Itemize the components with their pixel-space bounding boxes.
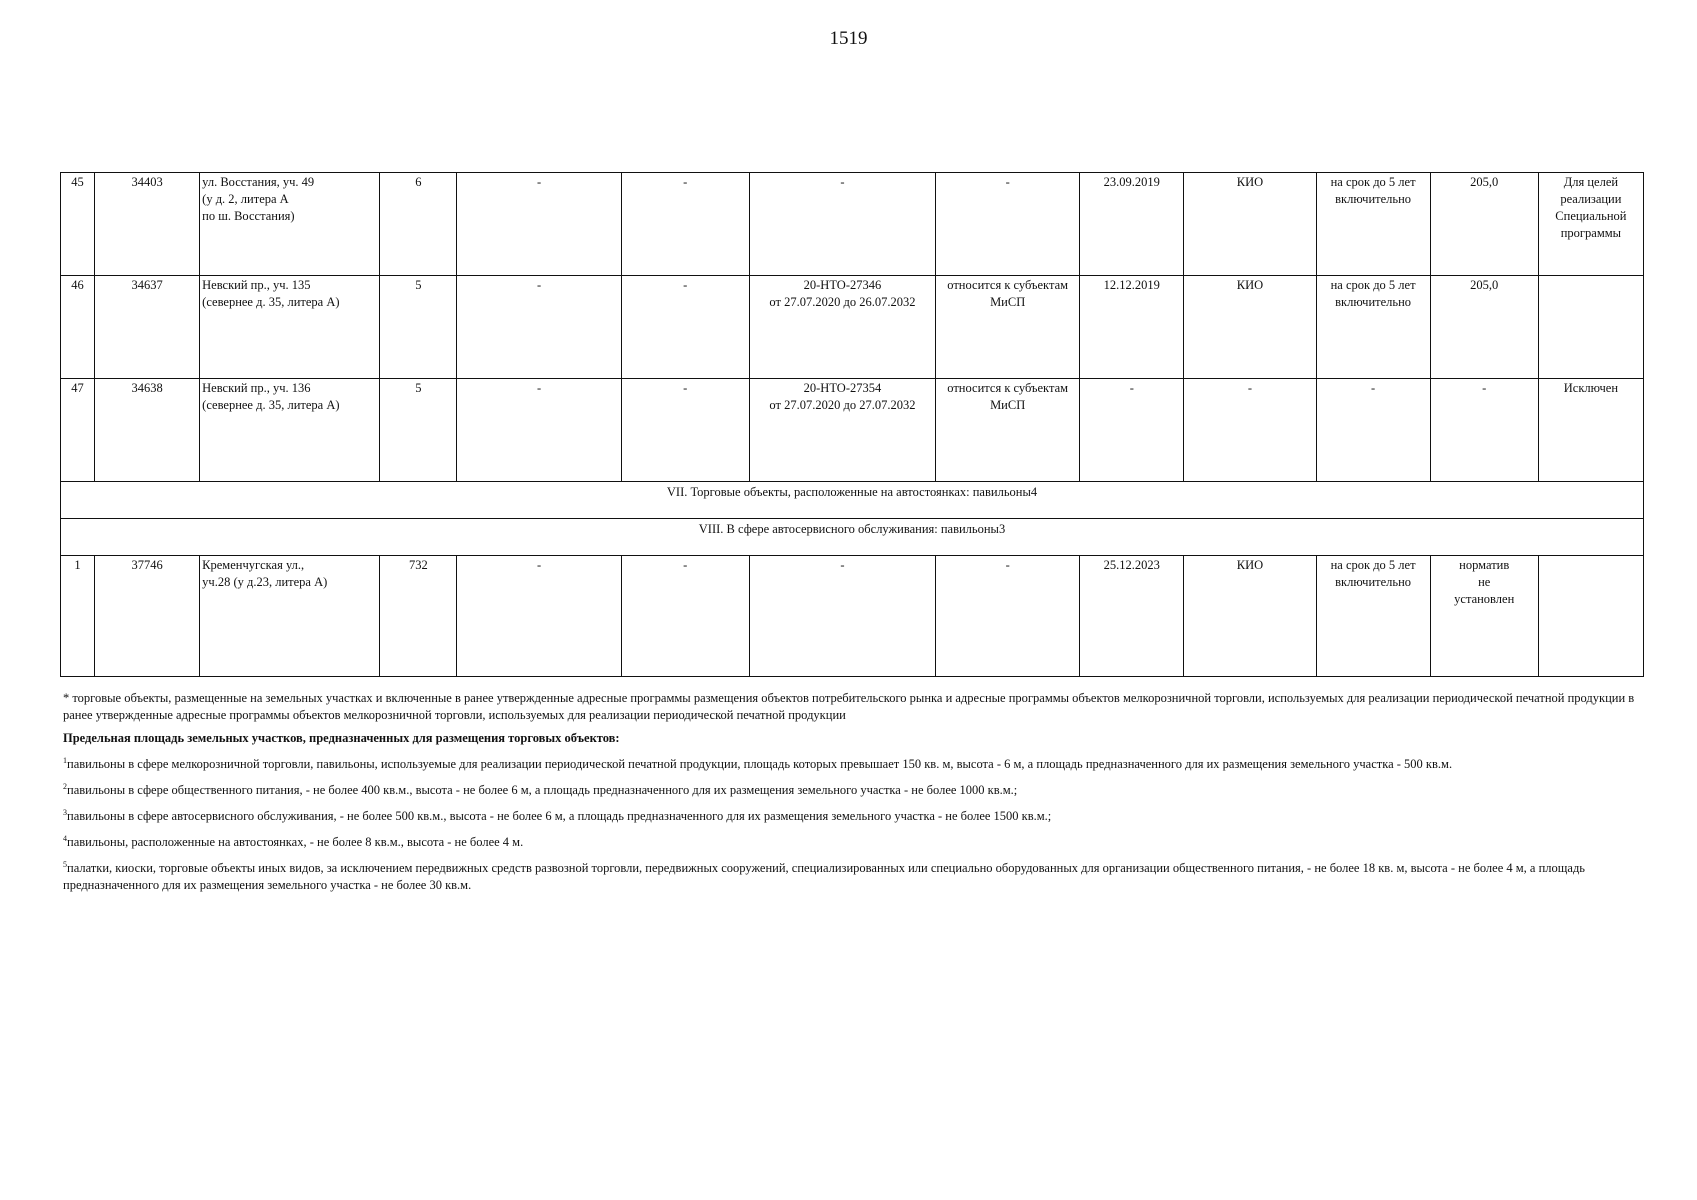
footnote-mark: 2 bbox=[63, 782, 67, 791]
section-row-viii bbox=[61, 519, 1644, 556]
cell-col5: - bbox=[457, 379, 621, 482]
cell-note bbox=[1538, 173, 1643, 276]
cell-authority: КИО bbox=[1184, 173, 1316, 276]
cell-line: - bbox=[1371, 381, 1376, 395]
cell-line: - bbox=[840, 558, 845, 572]
cell-line: МиСП bbox=[990, 295, 1026, 309]
cell-note bbox=[1538, 379, 1643, 482]
cell-note bbox=[1538, 276, 1643, 379]
cell-term bbox=[1316, 173, 1430, 276]
cell-address bbox=[200, 276, 380, 379]
cell-line: включительно bbox=[1335, 192, 1412, 206]
footnote-text: павильоны в сфере автосервисного обслуживания, - не более 500 кв.м., высота - не более 6 м, а площадь предназначенного для их размещения земельного участка - не более 1500 кв.м.; bbox=[67, 809, 1052, 823]
footnote-mark: 5 bbox=[63, 860, 67, 869]
cell-col6: - bbox=[621, 276, 749, 379]
asterisk-note: * торговые объекты, размещенные на земельных участках и включенные в ранее утвержденные адресные программы размещения объектов потребительского рынка и адресные программы объектов мелкорозничной торговли, используемых для реализации периодической печатной продукции в ранее утвержденные адресные программы объектов мелкорозничной торговли, используемых для реализации периодической печатной продукции bbox=[63, 691, 1635, 722]
cell-line: - bbox=[1482, 381, 1487, 395]
table-row bbox=[61, 173, 1644, 276]
cell-subject bbox=[936, 173, 1080, 276]
cell-line: (севернее д. 35, литера А) bbox=[202, 398, 340, 412]
cell-quantity: 6 bbox=[380, 173, 457, 276]
cell-term bbox=[1316, 556, 1430, 677]
cell-number: 45 bbox=[61, 173, 95, 276]
cell-line: на срок до 5 лет bbox=[1330, 278, 1416, 292]
cell-line: по ш. Восстания) bbox=[202, 209, 295, 223]
cell-term bbox=[1316, 276, 1430, 379]
footnote bbox=[63, 782, 1643, 799]
cell-line: 20-НТО-27354 bbox=[803, 381, 882, 395]
cell-contract bbox=[749, 276, 935, 379]
cell-date: 23.09.2019 bbox=[1080, 173, 1184, 276]
cell-code: 34638 bbox=[95, 379, 200, 482]
cell-address bbox=[200, 173, 380, 276]
cell-address bbox=[200, 379, 380, 482]
cell-line: Невский пр., уч. 136 bbox=[202, 381, 311, 395]
cell-col5: - bbox=[457, 556, 621, 677]
footnote-text: павильоны в сфере мелкорозничной торговли, павильоны, используемые для реализации периодической печатной продукции, площадь которых превышает 150 кв. м, высота - 6 м, а площадь предназначенного для их размещения земельного участка - 500 кв.м. bbox=[67, 757, 1453, 771]
cell-area bbox=[1430, 276, 1538, 379]
cell-col5: - bbox=[457, 173, 621, 276]
cell-quantity: 5 bbox=[380, 276, 457, 379]
cell-line: Исключен bbox=[1563, 381, 1619, 395]
cell-line: Невский пр., уч. 135 bbox=[202, 278, 311, 292]
cell-code: 34637 bbox=[95, 276, 200, 379]
footnote bbox=[63, 756, 1643, 773]
footnote-mark: 1 bbox=[63, 756, 67, 765]
cell-line: от 27.07.2020 до 26.07.2032 bbox=[769, 295, 916, 309]
notes-block bbox=[63, 690, 1643, 903]
cell-quantity: 5 bbox=[380, 379, 457, 482]
cell-date: 12.12.2019 bbox=[1080, 276, 1184, 379]
cell-line: - bbox=[1005, 175, 1010, 189]
notes-heading: Предельная площадь земельных участков, предназначенных для размещения торговых объектов: bbox=[63, 731, 620, 745]
cell-line: норматив bbox=[1459, 558, 1510, 572]
cell-line: 205,0 bbox=[1470, 278, 1499, 292]
cell-line: включительно bbox=[1335, 295, 1412, 309]
cell-line: уч.28 (у д.23, литера А) bbox=[202, 575, 328, 589]
cell-line: (севернее д. 35, литера А) bbox=[202, 295, 340, 309]
cell-line: - bbox=[1005, 558, 1010, 572]
cell-line: 205,0 bbox=[1470, 175, 1499, 189]
cell-date: 25.12.2023 bbox=[1080, 556, 1184, 677]
cell-contract bbox=[749, 173, 935, 276]
cell-subject bbox=[936, 379, 1080, 482]
cell-col6: - bbox=[621, 173, 749, 276]
cell-line: от 27.07.2020 до 27.07.2032 bbox=[769, 398, 916, 412]
cell-line: Специальной bbox=[1555, 209, 1627, 223]
table-row bbox=[61, 379, 1644, 482]
cell-col6: - bbox=[621, 379, 749, 482]
cell-line: относится к субъектам bbox=[947, 278, 1069, 292]
section-row-vii bbox=[61, 482, 1644, 519]
cell-number: 1 bbox=[61, 556, 95, 677]
cell-line: программы bbox=[1560, 226, 1622, 240]
cell-contract bbox=[749, 379, 935, 482]
cell-line: (у д. 2, литера А bbox=[202, 192, 289, 206]
cell-line: ул. Восстания, уч. 49 bbox=[202, 175, 315, 189]
cell-line: включительно bbox=[1335, 575, 1412, 589]
cell-line: на срок до 5 лет bbox=[1330, 175, 1416, 189]
table-row bbox=[61, 276, 1644, 379]
cell-line: 20-НТО-27346 bbox=[803, 278, 882, 292]
footnote bbox=[63, 860, 1643, 894]
objects-table bbox=[60, 172, 1644, 677]
cell-line: реализации bbox=[1560, 192, 1622, 206]
cell-col6: - bbox=[621, 556, 749, 677]
footnote bbox=[63, 834, 1643, 851]
cell-line: на срок до 5 лет bbox=[1330, 558, 1416, 572]
footnote-mark: 3 bbox=[63, 808, 67, 817]
footnote-text: павильоны в сфере общественного питания, - не более 400 кв.м., высота - не более 6 м, а площадь предназначенного для их размещения земельного участка - не более 1000 кв.м.; bbox=[67, 783, 1018, 797]
cell-code: 37746 bbox=[95, 556, 200, 677]
cell-date: - bbox=[1080, 379, 1184, 482]
cell-authority: КИО bbox=[1184, 556, 1316, 677]
cell-line: Кременчугская ул., bbox=[202, 558, 305, 572]
cell-area bbox=[1430, 556, 1538, 677]
section-title: VIII. В сфере автосервисного обслуживания: павильоны3 bbox=[61, 519, 1644, 556]
cell-line: Для целей bbox=[1563, 175, 1619, 189]
footnote-mark: 4 bbox=[63, 834, 67, 843]
cell-line: относится к субъектам bbox=[947, 381, 1069, 395]
footnotes-list bbox=[63, 756, 1643, 894]
footnote-text: палатки, киоски, торговые объекты иных видов, за исключением передвижных средств развозной торговли, передвижных сооружений, специализированных или специально оборудованных для организации общественного питания, - не более 18 кв. м, высота - не более 4 м, а площадь предназначенного для их размещения земельного участка - не более 30 кв.м. bbox=[63, 861, 1586, 892]
cell-area bbox=[1430, 173, 1538, 276]
section-title: VII. Торговые объекты, расположенные на автостоянках: павильоны4 bbox=[61, 482, 1644, 519]
cell-number: 46 bbox=[61, 276, 95, 379]
table-row bbox=[61, 556, 1644, 677]
footnote bbox=[63, 808, 1643, 825]
cell-col5: - bbox=[457, 276, 621, 379]
cell-term bbox=[1316, 379, 1430, 482]
cell-contract bbox=[749, 556, 935, 677]
cell-code: 34403 bbox=[95, 173, 200, 276]
cell-authority: КИО bbox=[1184, 276, 1316, 379]
cell-subject bbox=[936, 556, 1080, 677]
cell-area bbox=[1430, 379, 1538, 482]
cell-authority: - bbox=[1184, 379, 1316, 482]
cell-address bbox=[200, 556, 380, 677]
footnote-text: павильоны, расположенные на автостоянках, - не более 8 кв.м., высота - не более 4 м. bbox=[67, 835, 524, 849]
page-number: 1519 bbox=[829, 28, 868, 49]
cell-line: - bbox=[840, 175, 845, 189]
cell-subject bbox=[936, 276, 1080, 379]
cell-number: 47 bbox=[61, 379, 95, 482]
cell-note bbox=[1538, 556, 1643, 677]
cell-line: установлен bbox=[1454, 592, 1515, 606]
cell-line: МиСП bbox=[990, 398, 1026, 412]
cell-line: не bbox=[1478, 575, 1491, 589]
cell-quantity: 732 bbox=[380, 556, 457, 677]
